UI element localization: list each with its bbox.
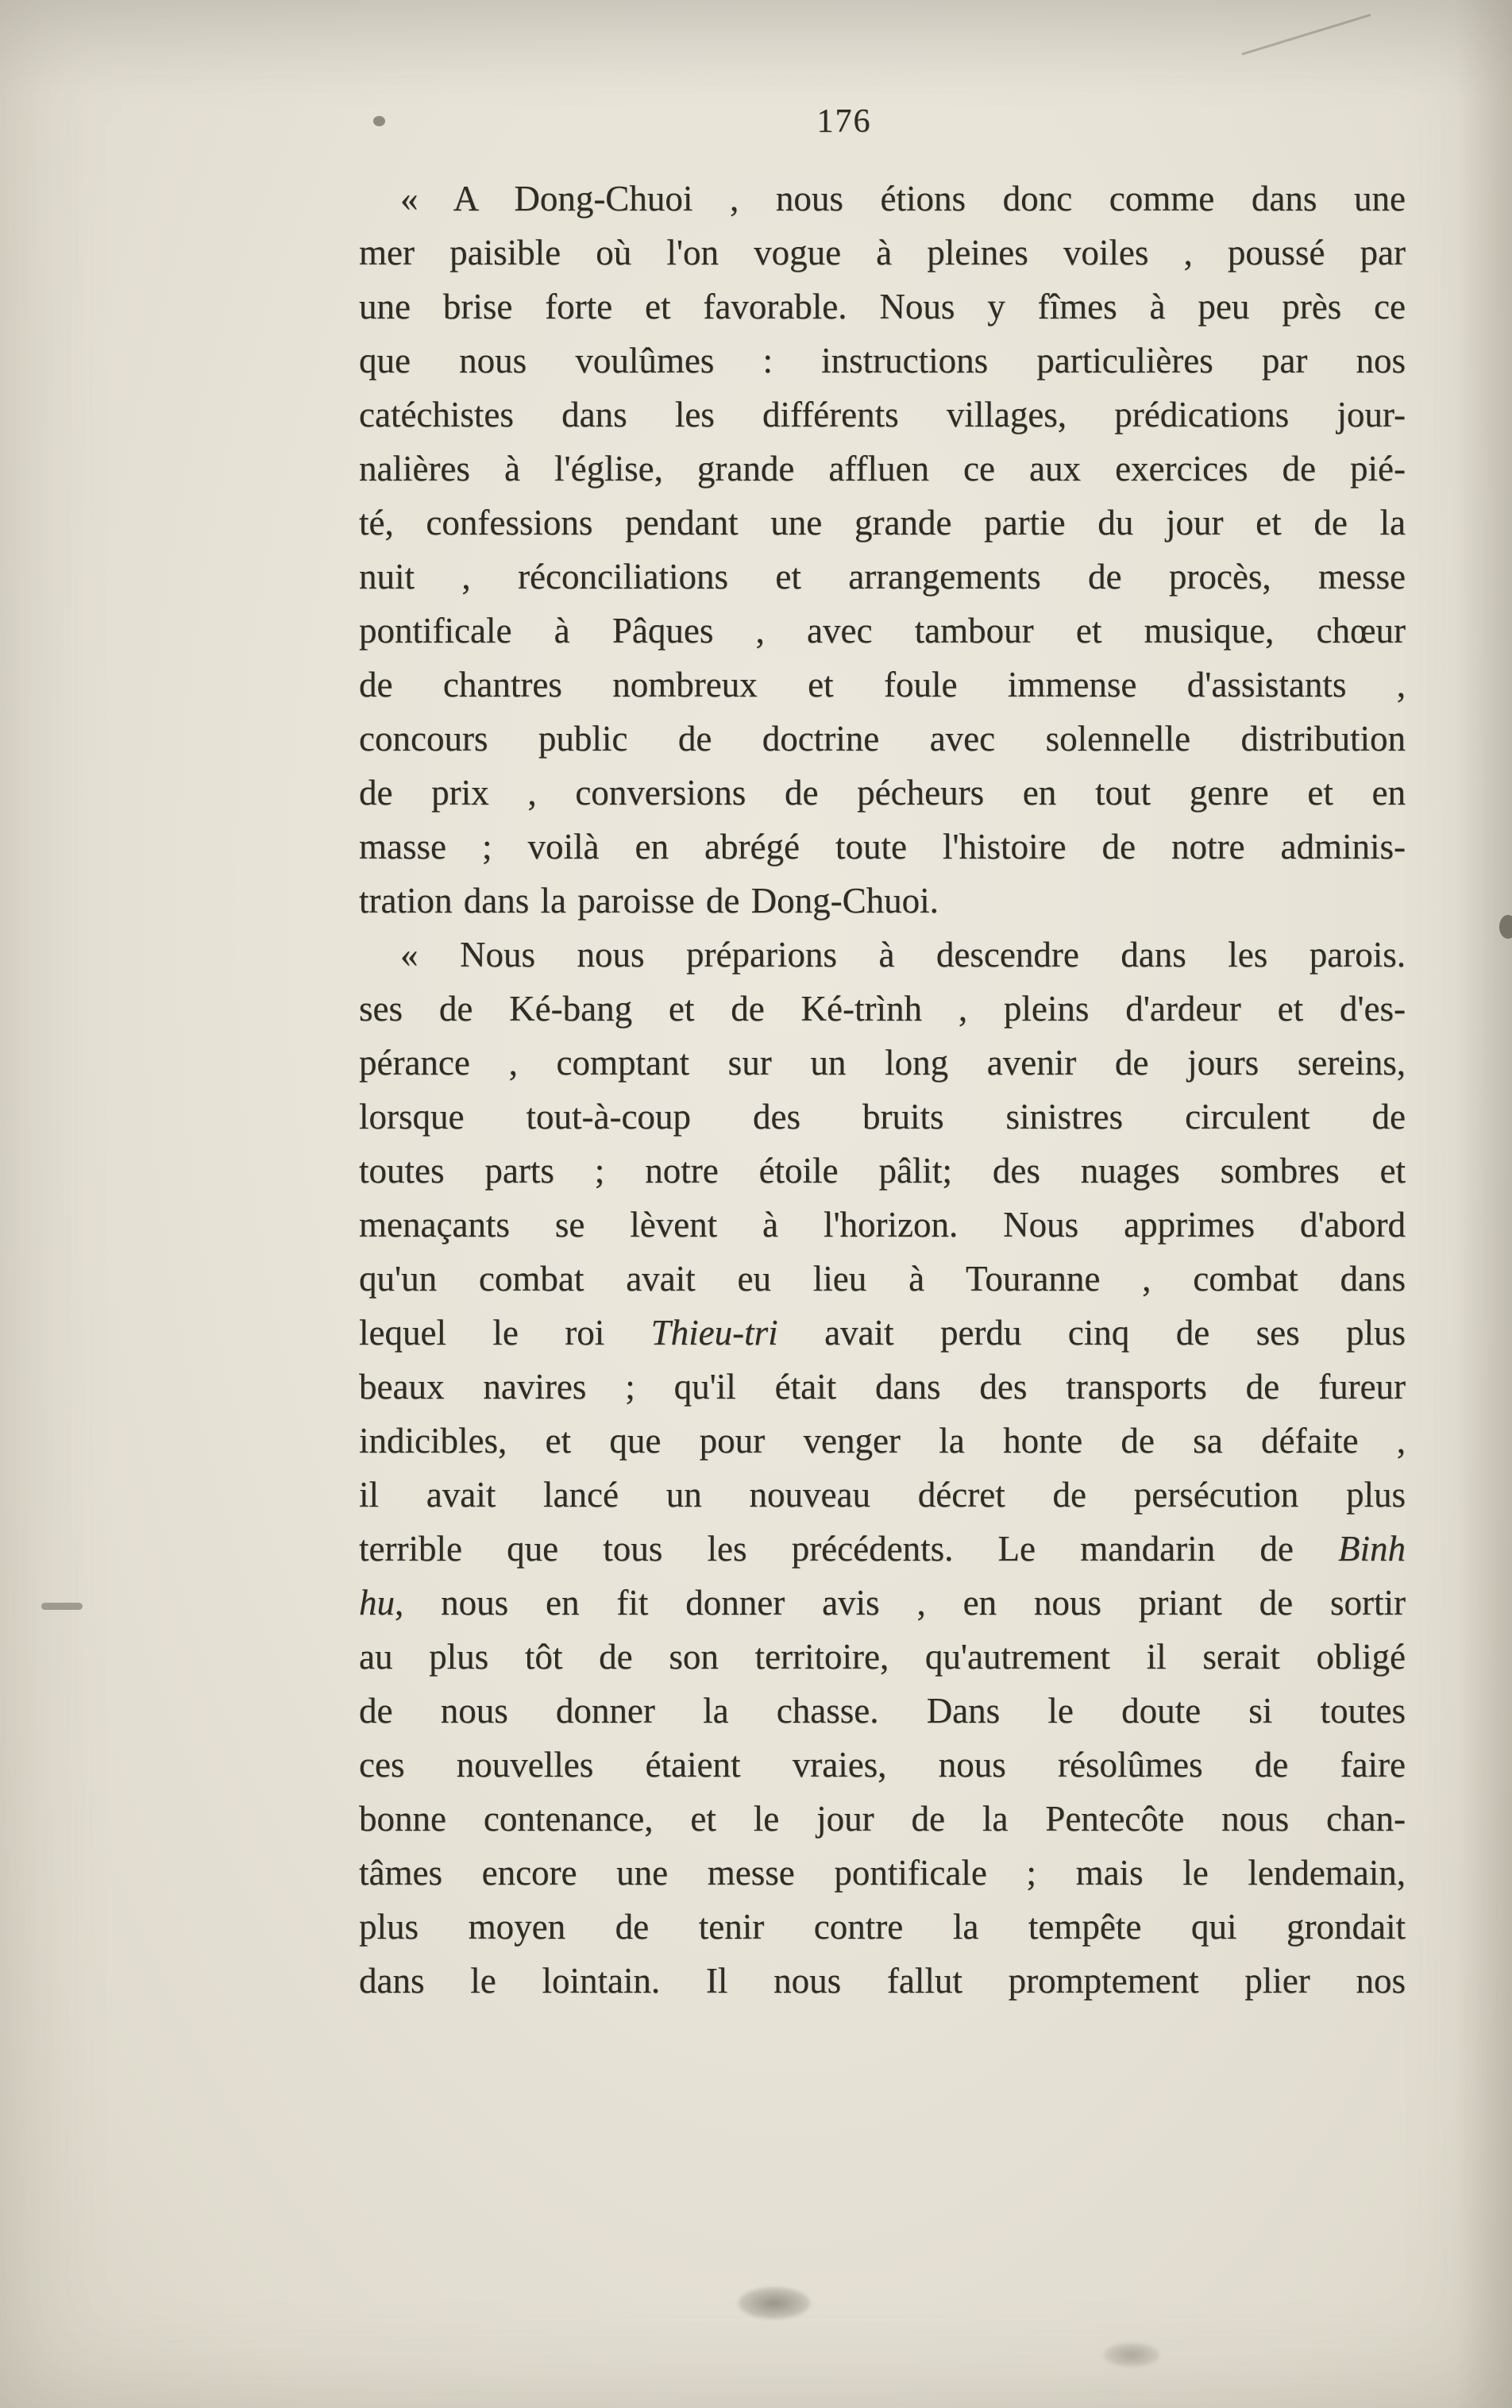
text-line: ses de Ké-bang et de Ké-trình , pleins d'ardeur et d'es- bbox=[359, 989, 1406, 1028]
text-line: concours public de doctrine avec solennelle distribution bbox=[359, 719, 1406, 758]
text-line: « Nous nous préparions à descendre dans les parois. bbox=[400, 935, 1406, 974]
text-line: plus moyen de tenir contre la tempête qui grondait bbox=[359, 1907, 1406, 1947]
scan-smudge bbox=[1104, 2343, 1159, 2367]
text-line: que nous voulûmes : instructions particulières par nos bbox=[359, 341, 1406, 380]
paragraph bbox=[359, 928, 1406, 2008]
ink-speck bbox=[41, 1603, 83, 1610]
text-line: catéchistes dans les différents villages, prédications jour- bbox=[359, 395, 1406, 434]
text-line: menaçants se lèvent à l'horizon. Nous apprimes d'abord bbox=[359, 1205, 1406, 1245]
text-line: mer paisible où l'on vogue à pleines voiles , poussé par bbox=[359, 233, 1406, 272]
text-line: terrible que tous les précédents. Le mandarin de Binh bbox=[359, 1529, 1406, 1569]
scan-scratch bbox=[1241, 14, 1371, 56]
text-line: nalières à l'église, grande affluen ce aux exercices de pié- bbox=[359, 449, 1406, 488]
text-line: de nous donner la chasse. Dans le doute si toutes bbox=[359, 1691, 1406, 1731]
italic-term: hu bbox=[359, 1583, 395, 1623]
text-line: beaux navires ; qu'il était dans des transports de fureur bbox=[359, 1367, 1406, 1407]
text-line: dans le lointain. Il nous fallut promptement plier nos bbox=[359, 1961, 1406, 2001]
text-line: pontificale à Pâques , avec tambour et musique, chœur bbox=[359, 611, 1406, 650]
text-line: lequel le roi Thieu-tri avait perdu cinq de ses plus bbox=[359, 1313, 1406, 1353]
text-line: masse ; voilà en abrégé toute l'histoire de notre adminis- bbox=[359, 827, 1406, 866]
text-line: au plus tôt de son territoire, qu'autrement il serait obligé bbox=[359, 1637, 1406, 1677]
text-line: lorsque tout-à-coup des bruits sinistres circulent de bbox=[359, 1097, 1406, 1136]
italic-term: Binh bbox=[1338, 1529, 1406, 1569]
text-line: tâmes encore une messe pontificale ; mais le lendemain, bbox=[359, 1853, 1406, 1893]
text-line: « A Dong-Chuoi , nous étions donc comme dans une bbox=[400, 179, 1406, 218]
text-line: tration dans la paroisse de Dong-Chuoi. bbox=[359, 881, 939, 920]
text-line: nuit , réconciliations et arrangements de procès, messe bbox=[359, 557, 1406, 596]
text-line: pérance , comptant sur un long avenir de jours sereins, bbox=[359, 1043, 1406, 1082]
text-line: toutes parts ; notre étoile pâlit; des nuages sombres et bbox=[359, 1151, 1406, 1190]
text-line: indicibles, et que pour venger la honte de sa défaite , bbox=[359, 1421, 1406, 1461]
text-line: il avait lancé un nouveau décret de persécution plus bbox=[359, 1475, 1406, 1515]
text-line: té, confessions pendant une grande partie du jour et de la bbox=[359, 503, 1406, 542]
page-content bbox=[359, 102, 1406, 2008]
text-line: qu'un combat avait eu lieu à Touranne , combat dans bbox=[359, 1259, 1406, 1299]
text-line: de chantres nombreux et foule immense d'assistants , bbox=[359, 665, 1406, 704]
ink-speck bbox=[1499, 915, 1512, 939]
text-line: de prix , conversions de pécheurs en tout genre et en bbox=[359, 773, 1406, 812]
text-line: une brise forte et favorable. Nous y fîmes à peu près ce bbox=[359, 287, 1406, 326]
text-line: ces nouvelles étaient vraies, nous résolûmes de faire bbox=[359, 1745, 1406, 1785]
scan-smudge bbox=[739, 2287, 810, 2319]
paragraph bbox=[359, 172, 1406, 928]
text-line: bonne contenance, et le jour de la Pentecôte nous chan- bbox=[359, 1799, 1406, 1839]
italic-term: Thieu-tri bbox=[650, 1313, 778, 1353]
text-line: hu, nous en fit donner avis , en nous priant de sortir bbox=[359, 1583, 1406, 1623]
text-block bbox=[359, 172, 1406, 2008]
page-number: 176 bbox=[816, 103, 872, 140]
